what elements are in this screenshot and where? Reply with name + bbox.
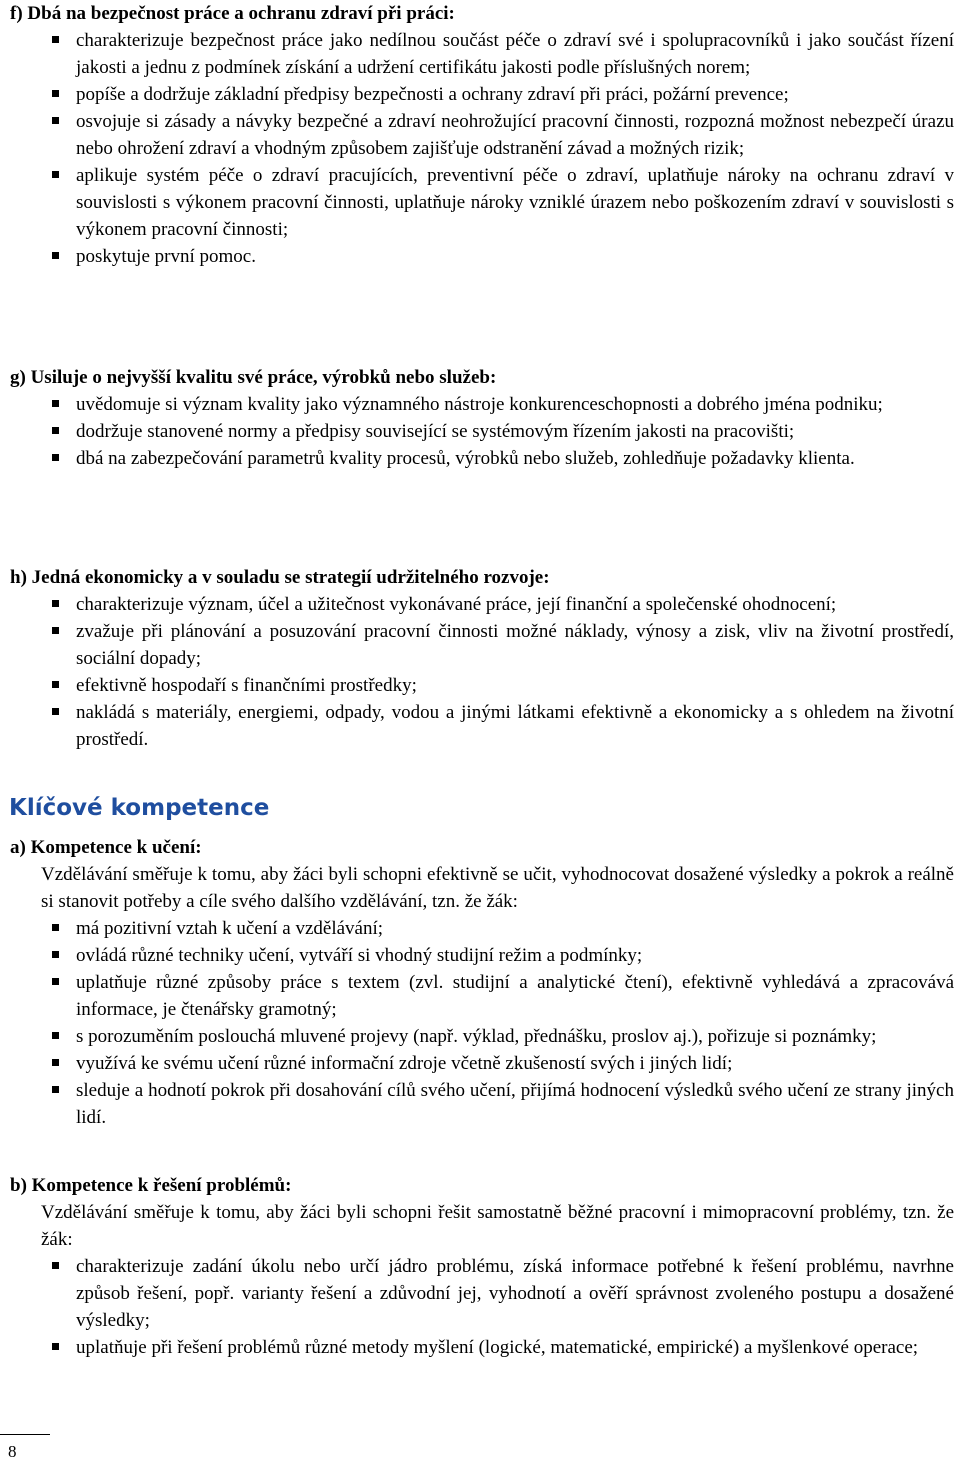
- list-item-text: osvojuje si zásady a návyky bezpečné a zdraví neohrožující pracovní činnosti, rozpozná možnost nebezpečí úrazu nebo ohrožení zdraví a vhodným způsobem zajišťuje odstranění závad a možných rizik;: [76, 111, 954, 159]
- list-item: [10, 1077, 954, 1131]
- competence-b: [10, 1172, 954, 1361]
- competence-a-heading: a) Kompetence k učení:: [10, 837, 202, 858]
- section-g: [10, 364, 954, 472]
- square-bullet-icon: [52, 117, 59, 124]
- list-item: [10, 27, 954, 81]
- list-item: [10, 391, 954, 418]
- competence-b-intro: Vzdělávání směřuje k tomu, aby žáci byli schopni řešit samostatně běžné pracovní i mimopracovní problémy, tzn. že žák:: [41, 1202, 954, 1250]
- list-item: [10, 243, 954, 270]
- list-item-text: uvědomuje si význam kvality jako významného nástroje konkurenceschopnosti a dobrého jména podniku;: [76, 394, 883, 415]
- square-bullet-icon: [52, 1086, 59, 1093]
- list-item: [10, 162, 954, 243]
- list-item: [10, 418, 954, 445]
- square-bullet-icon: [52, 400, 59, 407]
- list-item: [10, 969, 954, 1023]
- list-item: [10, 1334, 954, 1361]
- list-item-text: charakterizuje význam, účel a užitečnost vykonávané práce, její finanční a společenské ohodnocení;: [76, 594, 837, 615]
- list-item-text: sleduje a hodnotí pokrok při dosahování cílů svého učení, přijímá hodnocení výsledků svého učení ze strany jiných lidí.: [76, 1080, 954, 1128]
- section-f-heading: f) Dbá na bezpečnost práce a ochranu zdraví při práci:: [10, 3, 455, 24]
- square-bullet-icon: [52, 1262, 59, 1269]
- square-bullet-icon: [52, 627, 59, 634]
- section-h: [10, 564, 954, 753]
- list-item-text: uplatňuje při řešení problémů různé metody myšlení (logické, matematické, empirické) a myšlenkové operace;: [76, 1337, 919, 1358]
- square-bullet-icon: [52, 600, 59, 607]
- section-f-list: [10, 27, 954, 270]
- list-item: [10, 591, 954, 618]
- list-item-text: má pozitivní vztah k učení a vzdělávání;: [76, 918, 384, 939]
- list-item-text: charakterizuje bezpečnost práce jako nedílnou součást péče o zdraví své i spolupracovníků i jako součást řízení jakosti a jednu z podmínek získání a udržení certifikátu jakosti podle příslušných norem;: [76, 30, 954, 78]
- list-item-text: ovládá různé techniky učení, vytváří si vhodný studijní režim a podmínky;: [76, 945, 643, 966]
- footer-divider: [0, 1434, 50, 1435]
- list-item: [10, 1023, 954, 1050]
- list-item: [10, 445, 954, 472]
- square-bullet-icon: [52, 924, 59, 931]
- list-item: [10, 81, 954, 108]
- list-item: [10, 699, 954, 753]
- list-item: [10, 1050, 954, 1077]
- section-g-list: [10, 391, 954, 472]
- competence-a: [10, 834, 954, 1131]
- square-bullet-icon: [52, 681, 59, 688]
- square-bullet-icon: [52, 454, 59, 461]
- list-item-text: popíše a dodržuje základní předpisy bezpečnosti a ochrany zdraví při práci, požární prevence;: [76, 84, 789, 105]
- competence-b-heading: b) Kompetence k řešení problémů:: [10, 1175, 292, 1196]
- list-item-text: poskytuje první pomoc.: [76, 246, 256, 267]
- square-bullet-icon: [52, 951, 59, 958]
- key-competences-title: Klíčové kompetence: [9, 795, 270, 821]
- square-bullet-icon: [52, 36, 59, 43]
- list-item-text: efektivně hospodaří s finančními prostředky;: [76, 675, 417, 696]
- square-bullet-icon: [52, 171, 59, 178]
- list-item-text: využívá ke svému učení různé informační zdroje včetně zkušeností svých i jiných lidí;: [76, 1053, 733, 1074]
- section-h-heading: h) Jedná ekonomicky a v souladu se strategií udržitelného rozvoje:: [10, 567, 550, 588]
- list-item: [10, 915, 954, 942]
- list-item: [10, 618, 954, 672]
- square-bullet-icon: [52, 90, 59, 97]
- list-item-text: s porozuměním poslouchá mluvené projevy (např. výklad, přednášku, proslov aj.), pořizuje si poznámky;: [76, 1026, 877, 1047]
- square-bullet-icon: [52, 1343, 59, 1350]
- page-number: 8: [8, 1442, 17, 1461]
- section-g-heading: g) Usiluje o nejvyšší kvalitu své práce, výrobků nebo služeb:: [10, 367, 497, 388]
- list-item-text: dodržuje stanovené normy a předpisy související se systémovým řízením jakosti na pracovišti;: [76, 421, 795, 442]
- list-item: [10, 1253, 954, 1334]
- list-item-text: dbá na zabezpečování parametrů kvality procesů, výrobků nebo služeb, zohledňuje požadavky klienta.: [76, 448, 855, 469]
- square-bullet-icon: [52, 1032, 59, 1039]
- square-bullet-icon: [52, 252, 59, 259]
- square-bullet-icon: [52, 1059, 59, 1066]
- list-item: [10, 108, 954, 162]
- list-item: [10, 942, 954, 969]
- competence-b-list: [10, 1253, 954, 1361]
- section-f: [10, 0, 954, 270]
- square-bullet-icon: [52, 708, 59, 715]
- section-h-list: [10, 591, 954, 753]
- list-item: [10, 672, 954, 699]
- square-bullet-icon: [52, 978, 59, 985]
- list-item-text: aplikuje systém péče o zdraví pracujících, preventivní péče o zdraví, uplatňuje nároky na ochranu zdraví v souvislosti s výkonem pracovní činnosti, uplatňuje nároky vzniklé úrazem nebo poškozením zdraví v souvislosti s výkonem pracovní činnosti;: [76, 165, 954, 240]
- list-item-text: nakládá s materiály, energiemi, odpady, vodou a jinými látkami efektivně a ekonomicky a s ohledem na životní prostředí.: [76, 702, 954, 750]
- competence-a-intro: Vzdělávání směřuje k tomu, aby žáci byli schopni efektivně se učit, vyhodnocovat dosažené výsledky a pokrok a reálně si stanovit potřeby a cíle svého dalšího vzdělávání, tzn. že žák:: [41, 864, 954, 912]
- competence-a-list: [10, 915, 954, 1131]
- list-item-text: uplatňuje různé způsoby práce s textem (zvl. studijní a analytické čtení), efektivně vyhledává a zpracovává informace, je čtenářsky gramotný;: [76, 972, 954, 1020]
- square-bullet-icon: [52, 427, 59, 434]
- list-item-text: charakterizuje zadání úkolu nebo určí jádro problému, získá informace potřebné k řešení problému, navrhne způsob řešení, popř. varianty řešení a zdůvodní jej, vyhodnotí a ověří správnost zvoleného postupu a dosažené výsledky;: [76, 1256, 954, 1331]
- list-item-text: zvažuje při plánování a posuzování pracovní činnosti možné náklady, výnosy a zisk, vliv na životní prostředí, sociální dopady;: [76, 621, 954, 669]
